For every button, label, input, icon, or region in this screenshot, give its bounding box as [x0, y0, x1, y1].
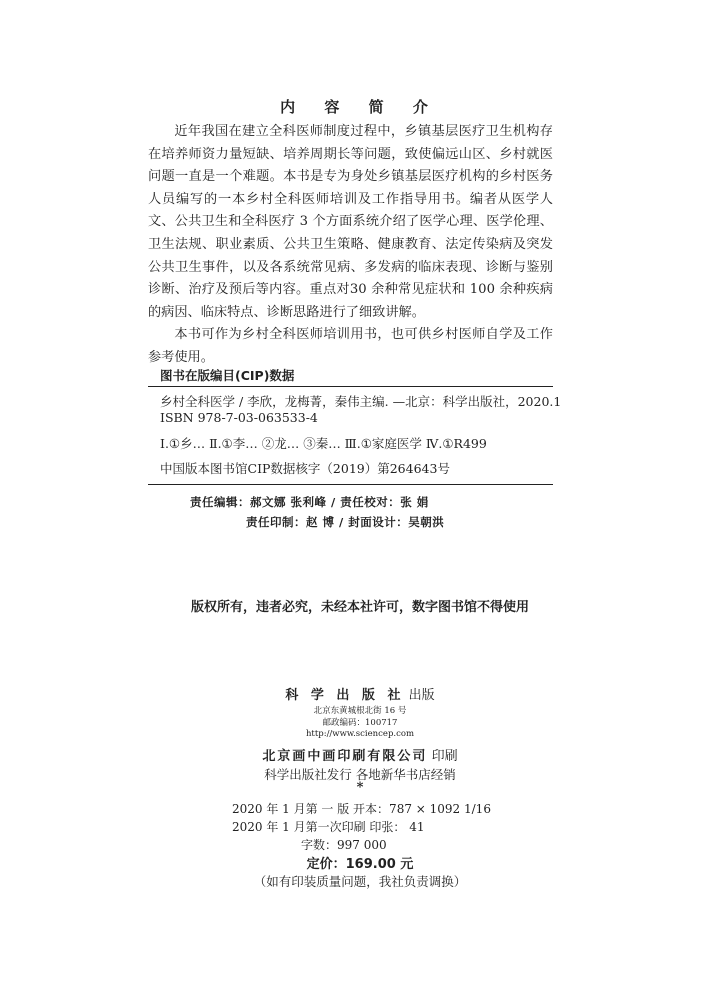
cip-classification-line: Ⅰ.①乡… Ⅱ.①李… ②龙… ③秦… Ⅲ.①家庭医学 Ⅳ.①R499: [160, 436, 487, 451]
cip-bottom-rule: [148, 484, 553, 485]
cip-heading: 图书在版编目(CIP)数据: [160, 368, 295, 383]
cip-isbn-line: ISBN 978-7-03-063533-4: [160, 410, 318, 425]
distribution-line: 科学出版社发行 各地新华书店经销: [264, 767, 456, 782]
edition-spec: 2020 年 1 月第 一 版 开本：787 × 1092 1/16: [232, 802, 491, 816]
cip-title-line: 乡村全科医学 / 李欣，龙梅菁，秦伟主编. —北京：科学出版社，2020.1: [160, 394, 562, 409]
publisher-url: http://www.sciencep.com: [305, 729, 415, 739]
printer-suffix: 印刷: [431, 749, 458, 764]
summary-section: [148, 121, 553, 370]
separator-star: *: [356, 780, 364, 795]
print-design-credits: 责任印制：赵 博 / 封面设计：吴朝洪: [246, 515, 445, 529]
printing-spec: 2020 年 1 月第一次印刷 印张： 41: [232, 820, 425, 834]
publisher-postcode: 邮政编码：100717: [322, 718, 398, 728]
cip-top-rule: [148, 386, 553, 387]
summary-paragraph-2: 本书可作为乡村全科医师培训用书，也可供乡村医师自学及工作参考使用。: [148, 327, 553, 365]
summary-paragraph-1: 近年我国在建立全科医师制度过程中，乡镇基层医疗卫生机构存在培养师资力量短缺、培养周期长等问题，致使偏远山区、乡村就医问题一直是一个难题。本书是专为身处乡镇基层医疗机构的乡村医务人员编写的一本乡村全科医师培训及工作指导用书。编者从医学人文、公共卫生和全科医疗 3 个方面系统介绍了医学心理、医学伦理、卫生法规、职业素质、公共卫生策略、健康教育、法定传染病及突发公共卫生事件，以及各系统常见病、多发病的临床表现、诊断与鉴别诊断、治疗及预后等内容。重点对30 余种常见症状和 100 余种疾病的病因、临床特点、诊断思路进行了细致讲解。: [148, 124, 553, 320]
publisher-line: [0, 684, 720, 703]
quality-note: （如有印装质量问题，我社负责调换）: [253, 874, 467, 889]
publisher-name: 科 学 出 版 社: [285, 688, 405, 703]
printer-name: 北京画中画印刷有限公司: [262, 749, 428, 764]
copyright-notice: 版权所有，违者必究，未经本社许可，数字图书馆不得使用: [190, 600, 529, 615]
page-title: 内 容 简 介: [280, 98, 440, 116]
printer-line: [0, 745, 720, 764]
publisher-suffix: 出版: [408, 688, 435, 703]
word-count: 字数：997 000: [301, 838, 387, 852]
price: 定价：169.00 元: [306, 857, 414, 872]
editor-credits: 责任编辑：郝文娜 张利峰 / 责任校对：张 娟: [190, 495, 429, 509]
publisher-address: 北京东黄城根北街 16 号: [313, 706, 407, 716]
cip-record-number: 中国版本图书馆CIP数据核字（2019）第264643号: [160, 461, 450, 476]
